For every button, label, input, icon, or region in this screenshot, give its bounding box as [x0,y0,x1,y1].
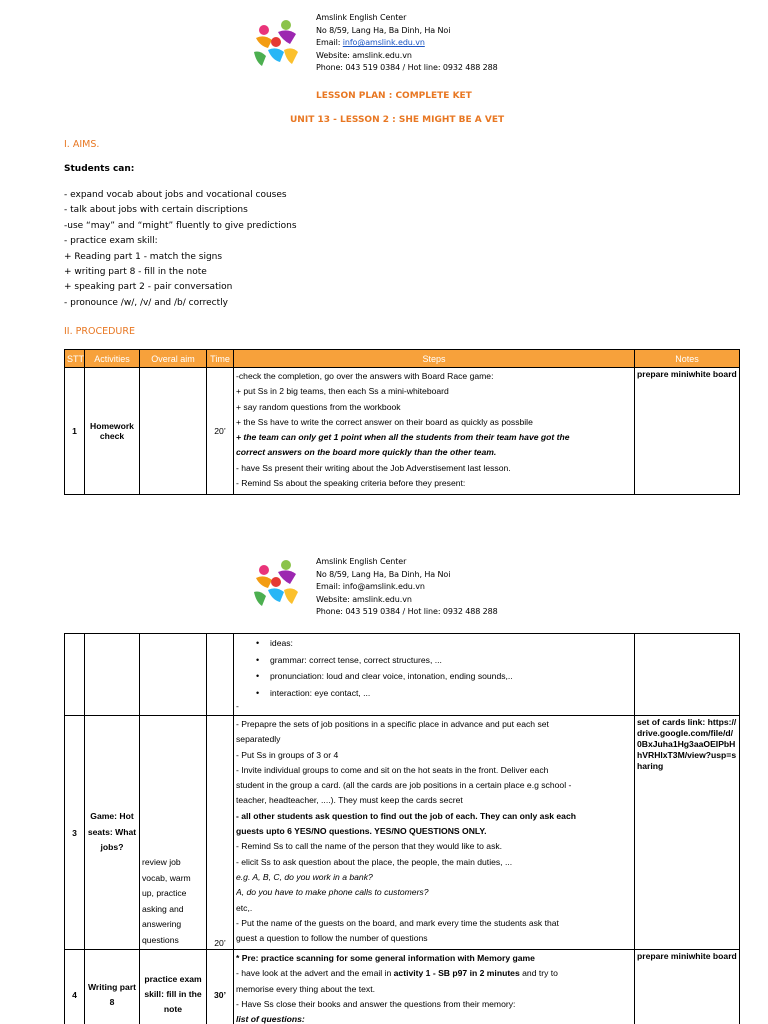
notes-cell[interactable]: set of cards link: https://drive.google.com/file/d/0BxJuha1Hg3aaOEIPbHhVRHlxT3M/view?usp=sharing [635,716,740,950]
list-item: • interaction: eye contact, ... [256,685,632,702]
step-line: -check the completion, go over the answers with Board Race game: [236,371,494,381]
step-line: memorise every thing about the text. [236,983,376,994]
step-line [236,966,632,981]
notes-cell: prepare miniwhite board [635,950,740,1024]
table-header-row [65,350,740,368]
email-label: Email: [316,38,343,47]
time-cell: 20’ [207,368,234,495]
center-phone: Phone: 043 519 0384 / Hot line: 0932 488 288 [316,63,498,72]
step-line: student in the group a card. (all the cards are job positions in a certain place e.g school - [236,780,572,791]
speaking-criteria-list [236,635,632,701]
col-header: Time [207,350,234,368]
notes-cell [635,634,740,716]
aims-item: + Reading part 1 - match the signs [64,251,223,262]
amslink-logo [250,556,302,610]
step-line: A, do you have to make phone calls to customers? [236,887,429,898]
trailing-dash: - [236,701,239,711]
step-line: - Remind Ss about the speaking criteria before they present: [236,478,466,489]
step-line: + put Ss in 2 big teams, then each Ss a mini-whiteboard [236,386,449,397]
amslink-logo [250,16,302,70]
procedure-heading: II. PROCEDURE [64,326,135,337]
steps-cell [234,634,635,716]
notes-cell: prepare miniwhite board [635,368,740,495]
center-header [316,556,498,619]
center-phone: Phone: 043 519 0384 / Hot line: 0932 488 288 [316,607,498,616]
list-item: • pronunciation: loud and clear voice, intonation, ending sounds,.. [256,668,632,685]
time-cell [207,634,234,716]
center-website: Website: amslink.edu.vn [316,594,412,604]
list-item: • ideas: [256,635,632,652]
aims-heading: I. AIMS. [64,139,100,150]
aims-item: - expand vocab about jobs and vocational couses [64,190,287,200]
aim-cell [140,368,207,495]
aims-item: + writing part 8 - fill in the note [64,267,207,278]
stt-cell: 4 [65,950,85,1024]
step-line: list of questions: [236,1014,305,1024]
procedure-table [64,349,740,495]
stt-cell [65,634,85,716]
aims-item: - practice exam skill: [64,236,158,247]
step-line: - Have Ss close their books and answer the questions from their memory: [236,998,516,1009]
col-header: Notes [635,350,740,368]
table-row [65,716,740,950]
time-cell: 30’ [207,950,234,1024]
col-header: Steps [234,350,635,368]
center-name: Amslink English Center [316,13,407,22]
step-line: guests upto 6 YES/NO questions. YES/NO QUESTIONS ONLY. [236,826,487,837]
list-item: • grammar: correct tense, correct structures, ... [256,652,632,669]
step-text-bold: activity 1 - SB p97 in 2 minutes [393,968,520,979]
step-line: - Remind Ss to call the name of the person that they would like to ask. [236,841,503,852]
step-line: separatedly [236,734,281,745]
center-address: No 8/59, Lang Ha, Ba Dinh, Ha Noi [316,569,451,579]
lesson-plan-title: LESSON PLAN : COMPLETE KET [316,91,472,101]
activity-cell: Writing part 8 [85,950,140,1024]
document-page-2 [0,540,768,1024]
aims-item: -use “may” and “might” fluently to give predictions [64,220,297,231]
step-text: - have look at the advert and the email in [236,968,394,979]
aim-cell [140,634,207,716]
activity-cell: Game: Hot seats: What jobs? [85,716,140,950]
step-line: e.g. A, B, C, do you work in a bank? [236,871,373,882]
email-label: Email: [316,582,343,591]
center-address: No 8/59, Lang Ha, Ba Dinh, Ha Noi [316,25,451,35]
steps-cell [234,368,635,495]
email-text: info@amslink.edu.vn [342,582,425,591]
step-line: teacher, headteacher, ....). They must keep the cards secret [236,795,463,806]
aim-cell: review job vocab, warm up, practice asking and answering questions [140,716,207,950]
aims-item: - talk about jobs with certain discriptions [64,205,248,216]
step-line: - Invite individual groups to come and sit on the hot seats in the front. Deliver each [236,764,549,775]
step-text: and try to [519,968,558,979]
aims-intro: Students can: [64,164,135,174]
activity-cell [85,634,140,716]
step-line: - Put Ss in groups of 3 or 4 [236,749,339,760]
center-email-line [316,581,498,594]
step-line: - have Ss present their writing about the Job Adverstisement last lesson. [236,462,511,473]
email-link[interactable]: info@amslink.edu.vn [342,38,425,47]
step-line: - elicit Ss to ask question about the place, the people, the main duties, ... [236,856,513,867]
step-line: - all other students ask question to find out the job of each. They can only ask each [236,810,576,821]
step-line: + the team can only get 1 point when all the students from their team have got the [236,432,570,443]
center-email-line [316,37,498,50]
table-row [65,950,740,1024]
step-line: + say random questions from the workbook [236,401,401,412]
aims-item: - pronounce /w/, /v/ and /b/ correctly [64,297,228,308]
stt-cell: 3 [65,716,85,950]
step-line: correct answers on the board more quickly than the other team. [236,447,497,458]
table-row [65,368,740,495]
col-header: STT [65,350,85,368]
center-header [316,12,498,75]
steps-cell [234,716,635,950]
steps-cell [234,950,635,1024]
step-line: - Put the name of the guests on the board, and mark every time the students ask that [236,917,559,928]
aim-cell: practice exam skill: fill in the note [140,950,207,1024]
table-row [65,634,740,716]
step-line: * Pre: practice scanning for some general information with Memory game [236,953,535,963]
aims-list [64,188,297,311]
step-line: + the Ss have to write the correct answer on their board as quickly as possbile [236,416,533,427]
aims-item: + speaking part 2 - pair conversation [64,282,233,293]
unit-subtitle: UNIT 13 - LESSON 2 : SHE MIGHT BE A VET [290,115,505,125]
step-line: - Prepapre the sets of job positions in a specific place in advance and put each set [236,719,549,729]
procedure-table-continued [64,633,740,1024]
stt-cell: 1 [65,368,85,495]
center-name: Amslink English Center [316,557,407,566]
center-website: Website: amslink.edu.vn [316,50,412,60]
step-line: guest a question to follow the number of questions [236,933,428,944]
time-cell: 20’ [207,716,234,950]
col-header: Activities [85,350,140,368]
col-header: Overal aim [140,350,207,368]
activity-cell: Homework check [85,368,140,495]
step-line: etc,. [236,902,253,913]
